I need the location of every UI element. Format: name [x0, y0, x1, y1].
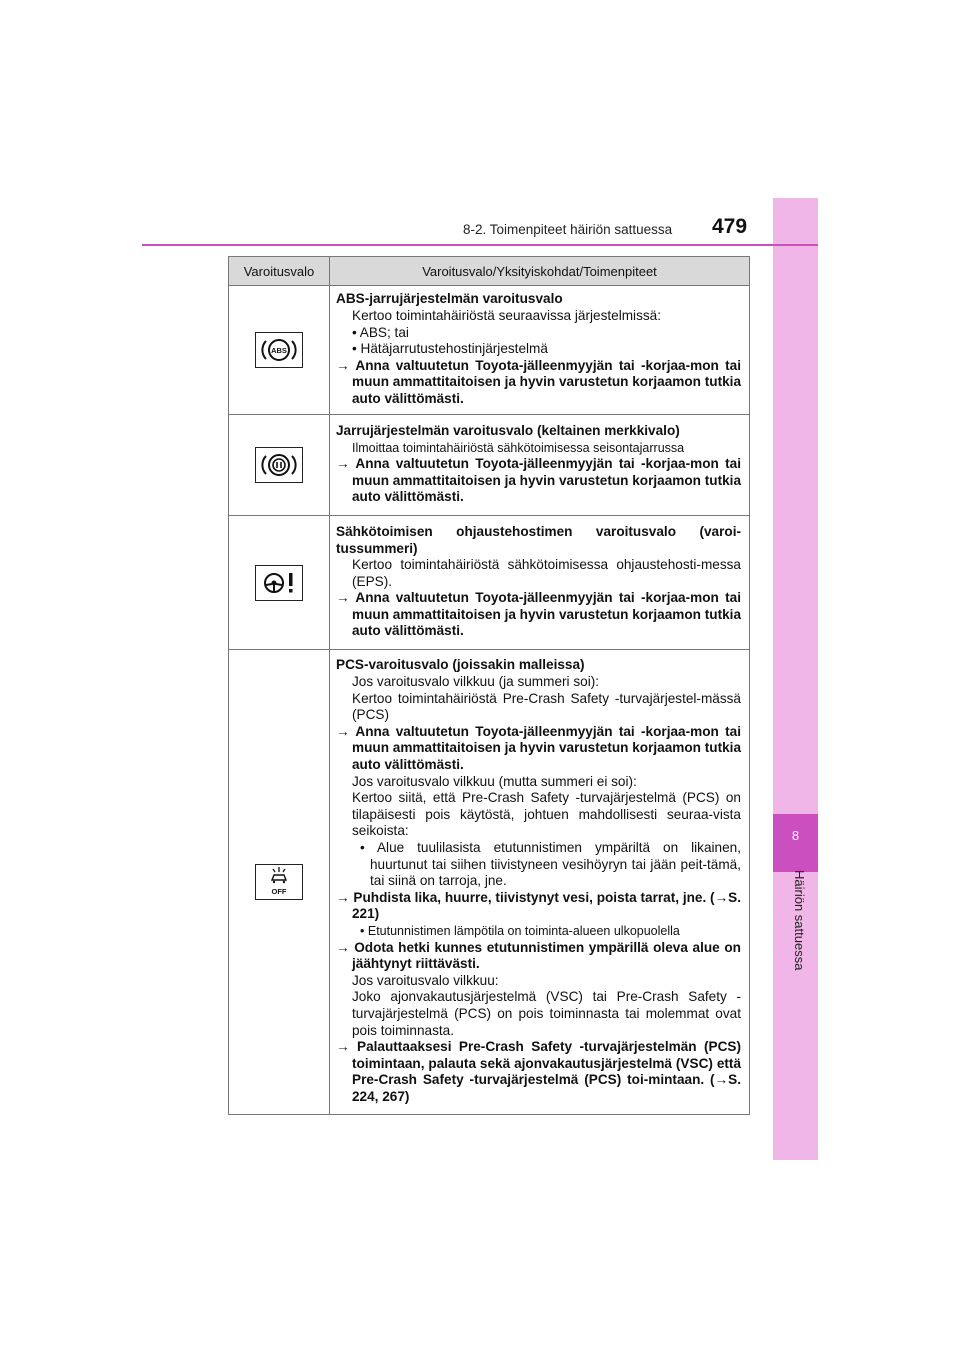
row-title: PCS-varoitusvalo (joissakin malleissa)	[336, 657, 585, 673]
warning-light-table	[228, 256, 750, 1115]
icon-cell	[229, 286, 330, 415]
chapter-title: Häiriön sattuessa	[792, 870, 807, 971]
description-cell	[330, 650, 750, 1115]
page-number: 479	[712, 215, 748, 238]
column-header-details: Varoitusvalo/Yksityiskohdat/Toimenpiteet	[330, 257, 750, 286]
table-row	[229, 650, 750, 1115]
eps-warning-icon	[255, 565, 303, 601]
description-cell	[330, 415, 750, 516]
row-title: ABS-jarrujärjestelmän varoitusvalo	[336, 291, 563, 307]
case-heading: Jos varoitusvalo vilkkuu:	[352, 972, 499, 988]
table-row	[229, 286, 750, 415]
bullet-item: • Hätäjarrutustehostinjärjestelmä	[352, 341, 548, 357]
abs-icon-text: ABS	[271, 346, 287, 355]
chapter-number: 8	[791, 828, 800, 843]
icon-cell	[229, 415, 330, 516]
action-text: → Palauttaaksesi Pre-Crash Safety -turvajärjestelmän (PCS) toimintaan, palauta sekä ajonvakautusjärjestelmä (VSC) että Pre-Crash Safety -turvajärjestelmä (PCS) toi-mintaan. (→S. 224, 267)	[336, 1039, 741, 1104]
icon-cell	[229, 650, 330, 1115]
bullet-item: • Alue tuulilasista etutunnistimen ympäriltä on likainen, huurtunut tai siihen tiivistyneen vesihöyryn tai jään peit-tämä, tai siinä on tarroja, jne.	[360, 840, 741, 889]
action-text: → Anna valtuutetun Toyota-jälleenmyyjän tai -korjaa-mon tai muun ammattitaitoisen ja hyvin varustetun korjaamon tutkia auto välittömästi.	[336, 723, 742, 773]
pcs-off-icon	[255, 864, 303, 900]
case-description: Kertoo siitä, että Pre-Crash Safety -turvajärjestelmä (PCS) on tilapäisesti pois käytöstä, johtuen mahdollisesti seuraa-vista seikoista:	[352, 790, 741, 839]
row-description: Kertoo toimintahäiriöstä seuraavissa järjestelmissä:	[352, 308, 662, 324]
action-text: → Anna valtuutetun Toyota-jälleenmyyjän tai -korjaa-mon tai muun ammattitaitoisen ja hyvin varustetun korjaamon tutkia auto välittömästi.	[336, 590, 742, 639]
brake-warning-icon	[255, 447, 303, 483]
description-cell	[330, 286, 750, 415]
table-row	[229, 415, 750, 516]
case-description: Joko ajonvakautusjärjestelmä (VSC) tai Pre-Crash Safety -turvajärjestelmä (PCS) on pois toiminnasta tai molemmat ovat pois toiminnasta.	[352, 989, 741, 1038]
abs-warning-icon	[255, 332, 303, 368]
case-description: Kertoo toimintahäiriöstä Pre-Crash Safety -turvajärjestel-mässä (PCS)	[352, 690, 741, 723]
description-cell	[330, 516, 750, 650]
header-rule	[142, 244, 818, 246]
action-text: → Odota hetki kunnes etutunnistimen ympärillä oleva alue on jäähtynyt riittävästi.	[336, 939, 741, 972]
action-text: → Anna valtuutetun Toyota-jälleenmyyjän tai -korjaa-mon tai muun ammattitaitoisen ja hyvin varustetun korjaamon tutkia auto välittömästi.	[336, 456, 742, 505]
row-title: Jarrujärjestelmän varoitusvalo (keltainen merkkivalo)	[336, 423, 680, 439]
bullet-item: • ABS; tai	[352, 324, 409, 340]
action-text: → Anna valtuutetun Toyota-jälleenmyyjän tai -korjaa-mon tai muun ammattitaitoisen ja hyvin varustetun korjaamon tutkia auto välittömästi.	[336, 357, 742, 406]
icon-cell	[229, 516, 330, 650]
bullet-item: • Etutunnistimen lämpötila on toiminta-alueen ulkopuolella	[360, 923, 680, 938]
chapter-number-marker	[773, 814, 818, 872]
case-heading: Jos varoitusvalo vilkkuu (ja summeri soi):	[352, 674, 600, 690]
row-description: Ilmoittaa toimintahäiriöstä sähkötoimisessa seisontajarrussa	[352, 440, 685, 455]
column-header-warning-light: Varoitusvalo	[229, 257, 330, 286]
section-title: 8-2. Toimenpiteet häiriön sattuessa	[463, 222, 673, 237]
table-row	[229, 516, 750, 650]
pcs-icon-text: OFF	[271, 887, 287, 896]
action-text: → Puhdista lika, huurre, tiivistynyt vesi, poista tarrat, jne. (→S. 221)	[336, 889, 742, 922]
case-heading: Jos varoitusvalo vilkkuu (mutta summeri ei soi):	[352, 773, 637, 789]
table-header-row	[229, 257, 750, 286]
row-description: Kertoo toimintahäiriöstä sähkötoimisessa ohjaustehosti-messa (EPS).	[352, 557, 741, 589]
row-title: Sähkötoimisen ohjaustehostimen varoitusvalo (varoi-tussummeri)	[336, 523, 741, 556]
